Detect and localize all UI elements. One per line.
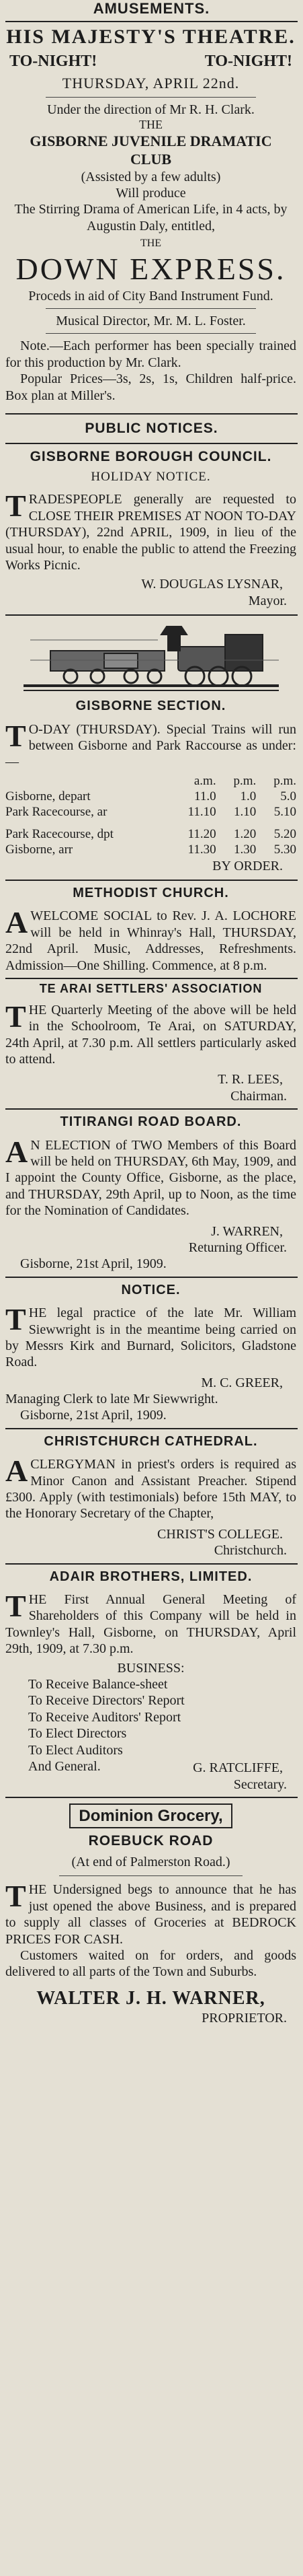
time-cell: 1.30 xyxy=(234,843,257,857)
notice-dateline: Gisborne, 21st April, 1909. xyxy=(20,1408,167,1423)
club-line-1: GISBORNE JUVENILE DRAMATIC xyxy=(30,132,272,149)
assisted-line: (Assisted by a few adults) xyxy=(81,169,221,184)
tonight-left: TO-NIGHT! xyxy=(9,52,97,71)
time-cell: 11.0 xyxy=(194,789,216,803)
time-cell: 1.0 xyxy=(240,789,257,803)
amusements-header: AMUSEMENTS. xyxy=(93,0,210,17)
grocery-name: Dominion Grocery, xyxy=(69,1803,232,1828)
railway-notice xyxy=(5,620,296,874)
locomotive-illustration xyxy=(24,620,279,694)
col-header: p.m. xyxy=(273,773,296,788)
borough-title: Mayor. xyxy=(248,593,287,608)
drop-cap: T xyxy=(5,1302,26,1337)
titirangi-notice xyxy=(5,1114,296,1273)
grocery-ad xyxy=(5,1803,296,2026)
methodist-body: WELCOME SOCIAL to Rev. J. A. LOCHORE will be held in Whinray's Hall, THURSDAY, 22nd April. Music, Addresses, Refreshments. Admission—One Shilling. Commence, at 8 p.m. xyxy=(5,908,296,973)
notice-header: NOTICE. xyxy=(121,1282,181,1297)
settlers-title: Chairman. xyxy=(230,1088,287,1104)
station-cell: Gisborne, depart xyxy=(5,789,91,803)
legal-notice xyxy=(5,1282,296,1424)
adair-title: Secretary. xyxy=(233,1777,287,1792)
list-item: To Elect Auditors xyxy=(28,1742,123,1758)
grocery-street: ROEBUCK ROAD xyxy=(88,1833,214,1849)
borough-signed: W. DOUGLAS LYSNAR, xyxy=(141,577,283,592)
drop-cap: A xyxy=(5,905,28,940)
grocery-signed: WALTER J. H. WARNER, xyxy=(36,1987,265,2009)
drop-cap: T xyxy=(5,999,26,1034)
show-date: THURSDAY, APRIL 22nd. xyxy=(62,74,240,92)
tonight-right: TO-NIGHT! xyxy=(204,52,292,71)
time-cell: 5.10 xyxy=(273,805,296,820)
musical-director: Musical Director, Mr. M. L. Foster. xyxy=(56,314,246,329)
drop-cap: T xyxy=(5,718,26,753)
grocery-body-2: Customers waited on for orders, and goods delivered to all parts of the Town and Suburbs. xyxy=(5,1947,296,1980)
time-cell: 11.30 xyxy=(187,843,216,857)
drop-cap: T xyxy=(5,1879,26,1914)
adair-signed: G. RATCLIFFE, xyxy=(193,1760,283,1776)
list-item: To Receive Balance-sheet xyxy=(28,1676,168,1692)
table-row xyxy=(5,842,296,857)
table-row xyxy=(5,804,296,820)
by-order: BY ORDER. xyxy=(212,858,283,873)
time-cell: 1.20 xyxy=(234,827,257,842)
railway-intro: O-DAY (THURSDAY). Special Trains will run between Gisborne and Park Raccourse as under:— xyxy=(5,721,296,770)
time-cell: 1.10 xyxy=(234,805,257,820)
club-line-2: CLUB xyxy=(130,150,172,168)
station-cell: Gisborne, arr xyxy=(5,843,73,857)
notice-signed: M. C. GREER, xyxy=(201,1375,283,1390)
drama-description: The Stirring Drama of American Life, in 4 acts, by Augustin Daly, entitled, xyxy=(14,202,288,234)
public-notices-header: PUBLIC NOTICES. xyxy=(85,421,218,437)
cathedral-body: CLERGYMAN in priest's orders is required as Minor Canon and Assistant Preacher. Stipend £300. Apply (with testimonials) before 15th MAY, to the Honorary Secretary of the Chapter, xyxy=(5,1457,296,1522)
drop-cap: T xyxy=(5,489,26,524)
list-item: To Receive Directors' Report xyxy=(28,1693,185,1709)
time-cell: 5.20 xyxy=(273,827,296,842)
adair-header: ADAIR BROTHERS, LIMITED. xyxy=(49,1569,253,1584)
will-produce: Will produce xyxy=(116,185,186,201)
time-cell: 11.20 xyxy=(187,827,216,842)
list-item: To Receive Auditors' Report xyxy=(28,1709,181,1725)
titirangi-title: Returning Officer. xyxy=(188,1240,287,1255)
list-item: To Elect Directors xyxy=(28,1726,127,1742)
timetable-header-row xyxy=(5,773,296,789)
prices-text: Popular Prices—3s, 2s, 1s, Children half-price. Box plan at Miller's. xyxy=(5,371,296,403)
grocery-body: HE Undersigned begs to announce that he has just opened the above Business, and is prepared to supply all classes of Groceries at BEDROCK PRICES FOR CASH. xyxy=(5,1882,296,1947)
business-label: BUSINESS: xyxy=(117,1660,185,1676)
cathedral-signed: CHRIST'S COLLEGE. xyxy=(157,1526,283,1542)
cathedral-notice xyxy=(5,1433,296,1559)
settlers-signed: T. R. LEES, xyxy=(218,1072,283,1087)
theatre-title: HIS MAJESTY'S THEATRE. xyxy=(6,25,296,48)
drop-cap: T xyxy=(5,1589,26,1623)
train-timetable xyxy=(5,773,296,858)
settlers-header: TE ARAI SETTLERS' ASSOCIATION xyxy=(39,981,263,995)
methodist-notice xyxy=(5,885,296,974)
titirangi-body: N ELECTION of TWO Members of this Board will be held on THURSDAY, 6th May, 1909, and I appoint the County Office, Gisborne, as the place, and THURSDAY, 29th April, up to Noon, as the time for the Nomination of Candidates. xyxy=(5,1137,296,1219)
titirangi-header: TITIRANGI ROAD BOARD. xyxy=(60,1114,242,1130)
drop-cap: A xyxy=(5,1134,28,1169)
note-text: Note.—Each performer has been specially trained for this production by Mr. Clark. xyxy=(5,338,296,370)
borough-notice xyxy=(5,448,296,610)
settlers-notice xyxy=(5,982,296,1104)
time-cell: 5.30 xyxy=(273,843,296,857)
proceeds-line: Proceds in aid of City Band Instrument Fund. xyxy=(28,288,273,303)
drop-cap: A xyxy=(5,1454,28,1489)
holiday-notice-sub: HOLIDAY NOTICE. xyxy=(91,470,211,485)
theatre-ad xyxy=(5,25,296,404)
borough-header: GISBORNE BOROUGH COUNCIL. xyxy=(30,448,272,464)
col-header: p.m. xyxy=(233,773,257,788)
railway-header: GISBORNE SECTION. xyxy=(75,699,226,714)
settlers-body: HE Quarterly Meeting of the above will be held in the Schoolroom, Te Arai, on SATURDAY, 24th April, at 7.30 p.m. All settlers particularly asked to attend. xyxy=(5,1002,296,1067)
time-cell: 5.0 xyxy=(280,789,296,803)
cathedral-place: Christchurch. xyxy=(214,1543,287,1559)
the-label: THE xyxy=(139,117,163,131)
play-the: THE xyxy=(140,238,162,250)
station-cell: Park Racecourse, ar xyxy=(5,805,107,820)
methodist-header: METHODIST CHURCH. xyxy=(73,885,229,900)
borough-body: RADESPEOPLE generally are requested to CLOSE THEIR PREMISES AT NOON TO-DAY (THURSDAY), 22nd APRIL, 1909, in lieu of the usual hour, to enable the public to attend the Freezing Works Picnic. xyxy=(5,492,296,573)
direction-line: Under the direction of Mr R. H. Clark. xyxy=(47,102,255,117)
col-header: a.m. xyxy=(193,773,216,788)
titirangi-signed: J. WARREN, xyxy=(211,1223,283,1239)
notice-body: HE legal practice of the late Mr. William Siewwright is in the meantime being carried on by Messrs Kirk and Burnard, Solicitors, Gladstone Road. xyxy=(5,1305,296,1370)
list-item: And General. xyxy=(28,1758,101,1774)
table-row xyxy=(5,826,296,842)
grocery-location: (At end of Palmerston Road.) xyxy=(71,1854,230,1869)
station-cell: Park Racecourse, dpt xyxy=(5,827,114,842)
notice-title: Managing Clerk to late Mr Siewwright. xyxy=(5,1392,218,1407)
table-row xyxy=(5,789,296,804)
titirangi-dateline: Gisborne, 21st April, 1909. xyxy=(20,1256,167,1272)
adair-body: HE First Annual General Meeting of Shareholders of this Company will be held in Townley's Hall, Gisborne, on THURSDAY, April 29th, 1909, at 7.30 p.m. xyxy=(5,1592,296,1657)
cathedral-header: CHRISTCHURCH CATHEDRAL. xyxy=(44,1433,258,1449)
time-cell: 11.10 xyxy=(187,805,216,820)
grocery-title: PROPRIETOR. xyxy=(202,2010,287,2026)
adair-notice xyxy=(5,1569,296,1793)
play-title: DOWN EXPRESS. xyxy=(15,251,286,286)
